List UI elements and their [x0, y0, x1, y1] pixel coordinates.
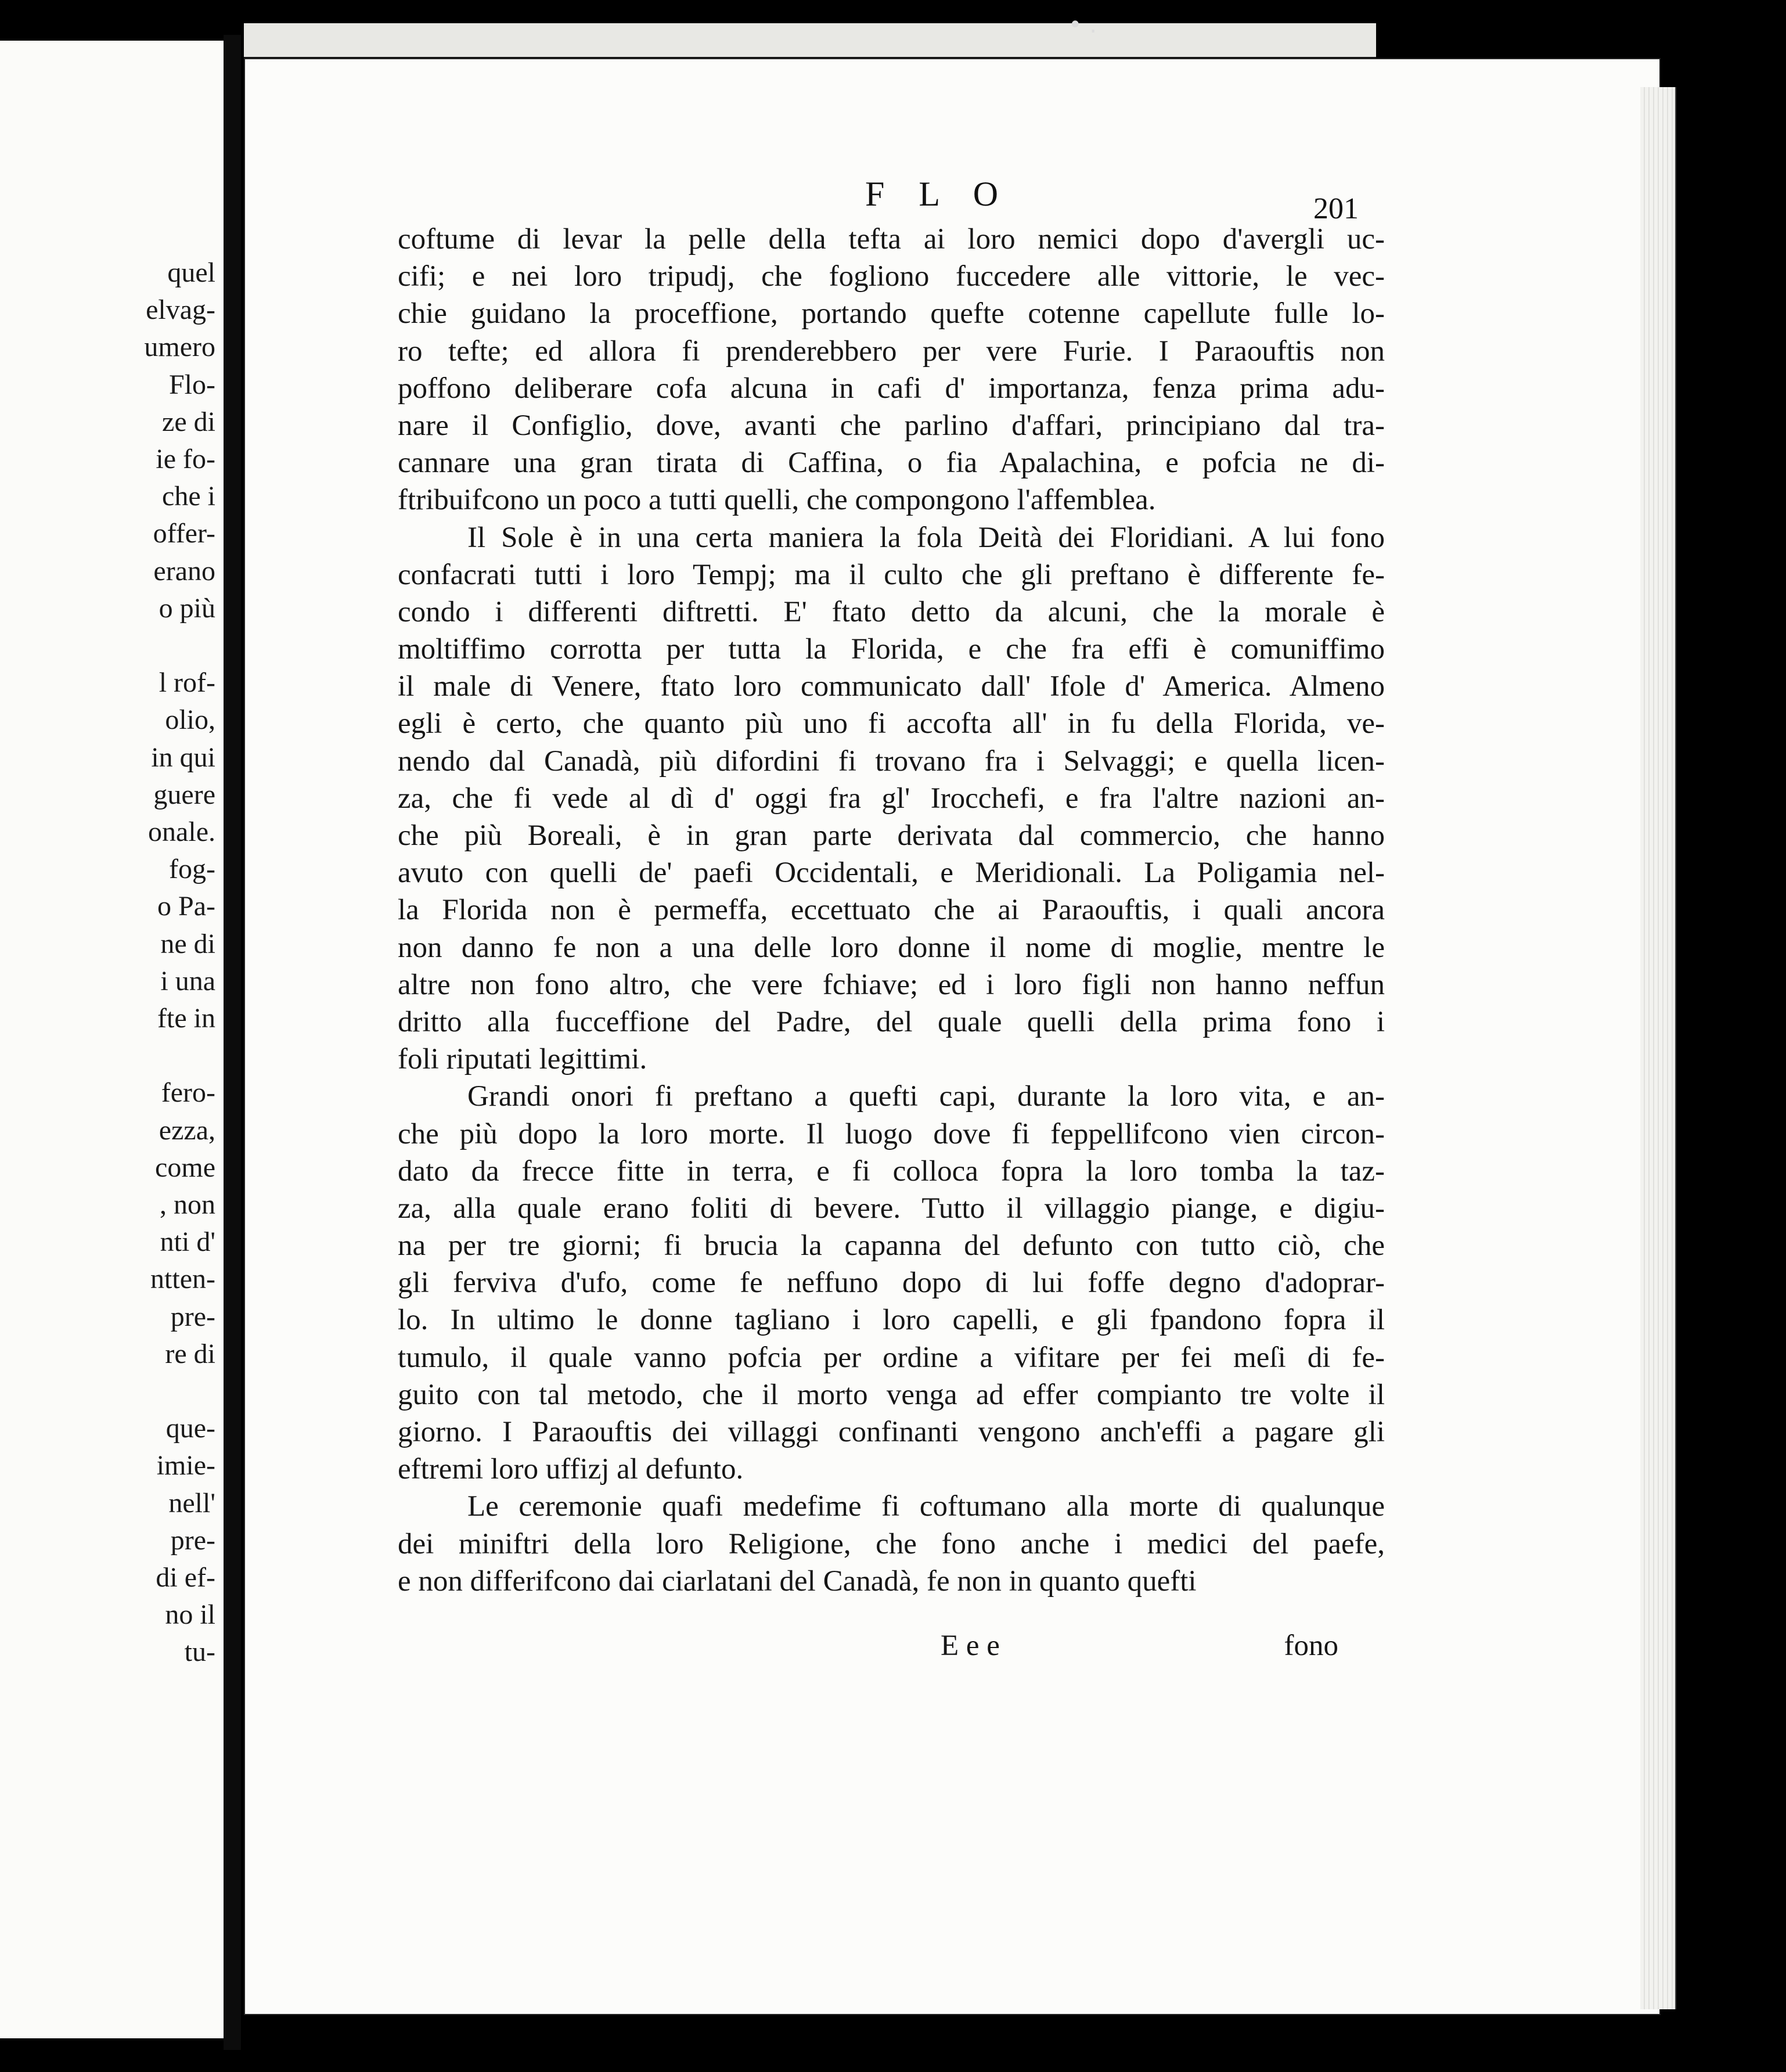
left-page-line: pre-	[170, 1301, 215, 1332]
left-page	[0, 41, 224, 2038]
text-line: e non differifcono dai ciarlatani del Canadà, fe non in quanto quefti	[398, 1564, 1197, 1598]
text-line: gli ferviva d'ufo, come fe neffuno dopo di lui foffe degno d'adoprar-	[398, 1267, 1385, 1300]
text-line: Grandi onori fi preftano a quefti capi, durante la loro vita, e an-	[467, 1080, 1385, 1113]
catchword: fono	[1284, 1629, 1338, 1662]
left-page-line: imie-	[156, 1450, 215, 1481]
left-page-line: o Pa-	[157, 891, 215, 922]
text-line: foli riputati legittimi.	[398, 1043, 647, 1076]
catchline	[398, 1629, 1338, 1666]
text-line: confacrati tutti i loro Tempj; ma il culto che gli preftano è differente fe-	[398, 558, 1385, 591]
left-page-line: olio,	[165, 704, 215, 736]
left-page-line: nell'	[168, 1487, 215, 1519]
left-page-line: fte in	[157, 1003, 215, 1034]
left-page-line: quel	[167, 257, 215, 288]
text-line: egli è certo, che quanto più uno fi accofta all' in fu della Florida, ve-	[398, 707, 1385, 740]
left-page-line: in qui	[151, 742, 215, 773]
text-line: Le ceremonie quafi medefime fi coftumano alla morte di qualunque	[467, 1490, 1385, 1523]
book-gutter	[224, 35, 241, 2050]
left-page-line: ezza,	[159, 1114, 215, 1146]
page-edges	[1640, 87, 1676, 2009]
text-line: dato da frecce fitte in terra, e fi colloca fopra la loro tomba la taz-	[398, 1154, 1385, 1188]
text-line: condo i differenti diftretti. E' ftato detto da alcuni, che la morale è	[398, 595, 1385, 628]
text-line: non danno fe non a una delle loro donne il nome di moglie, mentre le	[398, 931, 1385, 964]
left-page-line: che i	[162, 481, 215, 512]
left-page-line: tu-	[184, 1636, 215, 1668]
left-page-line: come	[155, 1152, 215, 1183]
text-line: che più Boreali, è in gran parte derivata dal commercio, che hanno	[398, 819, 1385, 852]
text-line: nare il Configlio, dove, avanti che parlino d'affari, principiano dal tra-	[398, 409, 1385, 442]
left-page-line: ie fo-	[156, 444, 215, 474]
text-line: lo. In ultimo le donne tagliano i loro capelli, e gli fpandono fopra il	[398, 1304, 1385, 1337]
left-page-line: no il	[165, 1599, 215, 1631]
left-page-line: umero	[144, 332, 215, 363]
text-line: che più dopo la loro morte. Il luogo dove fi feppellifcono vien circon-	[398, 1117, 1385, 1150]
text-line: guito con tal metodo, che il morto venga ad effer compianto tre volte il	[398, 1378, 1385, 1411]
text-line: Il Sole è in una certa maniera la fola Deità dei Floridiani. A lui fono	[467, 521, 1385, 554]
left-page-line: ze di	[162, 406, 215, 437]
signature-mark: E e e	[941, 1629, 1000, 1662]
left-page-line: onale.	[148, 816, 215, 847]
text-line: eftremi loro uffizj al defunto.	[398, 1453, 744, 1486]
left-page-line: fero-	[161, 1077, 215, 1109]
left-page-line: que-	[165, 1413, 215, 1444]
running-head: F L O	[865, 175, 1011, 213]
top-mark: • .	[1068, 12, 1097, 38]
text-line: poffono deliberare cofa alcuna in cafi d' importanza, fenza prima adu-	[398, 372, 1385, 405]
left-page-line: ne di	[160, 928, 215, 959]
text-line: cifi; e nei loro tripudj, che fogliono fuccedere alle vittorie, le vec-	[398, 260, 1385, 293]
text-line: il male di Venere, ftato loro communicato dall' Ifole d' America. Almeno	[398, 670, 1385, 703]
text-line: chie guidano la proceffione, portando quefte cotenne capellute fulle lo-	[398, 297, 1385, 330]
text-line: nendo dal Canadà, più difordini fi trovano fra i Selvaggi; e quella licen-	[398, 744, 1385, 778]
page-top-edge	[244, 23, 1376, 59]
text-line: za, che fi vede al dì d' oggi fra gl' Irocchefi, e fra l'altre nazioni an-	[398, 782, 1385, 815]
left-page-line: di ef-	[156, 1562, 215, 1593]
left-page-line: guere	[153, 779, 215, 810]
left-page-line: offer-	[153, 518, 215, 549]
left-page-line: erano	[153, 555, 215, 587]
left-page-line: ntten-	[150, 1264, 215, 1295]
left-page-line: fog-	[169, 854, 215, 885]
left-page-line: pre-	[170, 1524, 215, 1556]
left-page-line: nti d'	[160, 1226, 215, 1258]
text-line: na per tre giorni; fi brucia la capanna del defunto con tutto ciò, che	[398, 1229, 1385, 1262]
text-line: la Florida non è permeffa, eccettuato che ai Paraouftis, i quali ancora	[398, 894, 1385, 927]
text-line: ftribuifcono un poco a tutti quelli, che compongono l'affemblea.	[398, 484, 1156, 517]
text-line: avuto con quelli de' paefi Occidentali, e Meridionali. La Poligamia nel-	[398, 857, 1385, 890]
text-line: altre non fono altro, che vere fchiave; ed i loro figli non hanno neffun	[398, 968, 1385, 1001]
text-line: tumulo, il quale vanno pofcia per ordine a vifitare per fei meſi di fe-	[398, 1341, 1385, 1374]
left-page-line: , non	[160, 1189, 215, 1220]
body-text	[398, 221, 1385, 1600]
left-page-line: l rof-	[159, 667, 215, 699]
text-line: ro tefte; ed allora fi prenderebbero per vere Furie. I Paraouftis non	[398, 334, 1385, 368]
text-line: dritto alla fucceffione del Padre, del quale quelli della prima fono i	[398, 1005, 1385, 1038]
text-line: dei miniftri della loro Religione, che fono anche i medici del paefe,	[398, 1527, 1385, 1560]
text-line: cannare una gran tirata di Caffina, o fia Apalachina, e pofcia ne di-	[398, 447, 1385, 480]
page-number: 201	[1313, 192, 1359, 225]
text-line: moltiffimo corrotta per tutta la Florida, e che fra effi è comuniffimo	[398, 633, 1385, 666]
left-page-line: Flo-	[168, 369, 215, 400]
left-page-line: elvag-	[146, 294, 215, 326]
left-page-line: re di	[165, 1338, 215, 1369]
left-page-line: o più	[159, 592, 215, 624]
text-line: coftume di levar la pelle della tefta ai loro nemici dopo d'avergli uc-	[398, 223, 1385, 256]
left-page-line: i una	[160, 965, 215, 997]
text-line: za, alla quale erano foliti di bevere. Tutto il villaggio piange, e digiu-	[398, 1192, 1385, 1225]
text-line: giorno. I Paraouftis dei villaggi confinanti vengono anch'effi a pagare gli	[398, 1416, 1385, 1448]
